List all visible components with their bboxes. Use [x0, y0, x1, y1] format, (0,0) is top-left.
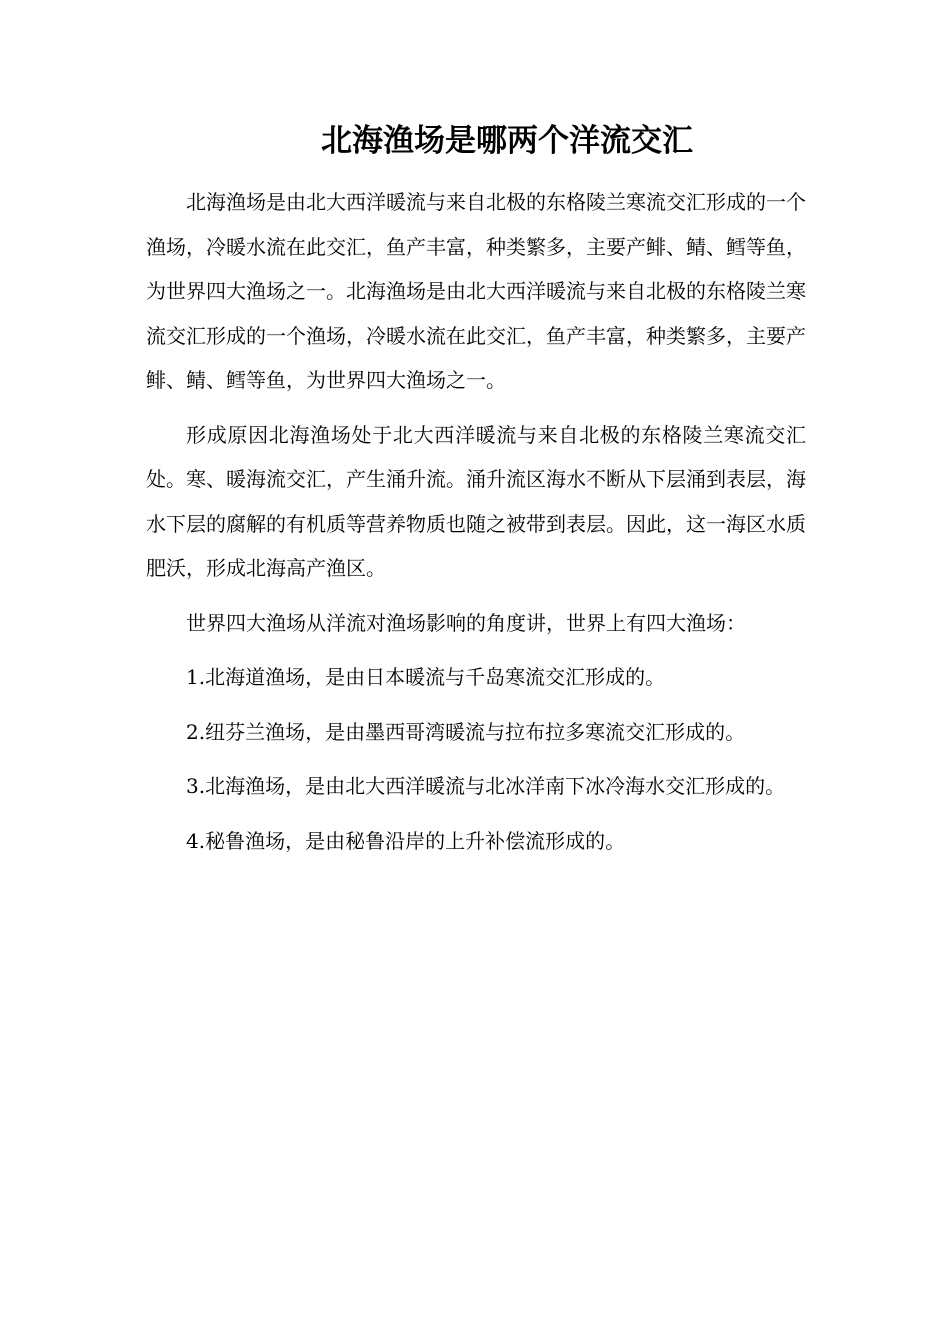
- document-body: [146, 180, 806, 873]
- paragraph-four-fisheries: 世界四大渔场从洋流对渔场影响的角度讲，世界上有四大渔场：: [186, 610, 746, 635]
- paragraph-formation-cause: 形成原因北海渔场处于北大西洋暖流与来自北极的东格陵兰寒流交汇处。寒、暖海流交汇，产生涌升流。涌升流区海水不断从下层涌到表层，海水下层的腐解的有机质等营养物质也随之被带到表层。因此，这一海区水质肥沃，形成北海高产渔区。: [146, 422, 806, 580]
- document-title: 北海渔场是哪两个洋流交汇: [321, 123, 693, 159]
- list-item-newfoundland: 2.纽芬兰渔场，是由墨西哥湾暖流与拉布拉多寒流交汇形成的。: [186, 719, 746, 744]
- paragraph-intro: 北海渔场是由北大西洋暖流与来自北极的东格陵兰寒流交汇形成的一个渔场，冷暖水流在此交汇，鱼产丰富，种类繁多，主要产鲱、鲭、鳕等鱼，为世界四大渔场之一。北海渔场是由北大西洋暖流与来自北极的东格陵兰寒流交汇形成的一个渔场，冷暖水流在此交汇，鱼产丰富，种类繁多，主要产鲱、鲭、鳕等鱼，为世界四大渔场之一。: [146, 190, 806, 392]
- list-item-north-sea: 3.北海渔场，是由北大西洋暖流与北冰洋南下冰冷海水交汇形成的。: [186, 774, 786, 798]
- list-item-hokkaido: 1.北海道渔场，是由日本暖流与千岛寒流交汇形成的。: [186, 665, 666, 689]
- list-item-peru: 4.秘鲁渔场，是由秘鲁沿岸的上升补偿流形成的。: [186, 828, 626, 853]
